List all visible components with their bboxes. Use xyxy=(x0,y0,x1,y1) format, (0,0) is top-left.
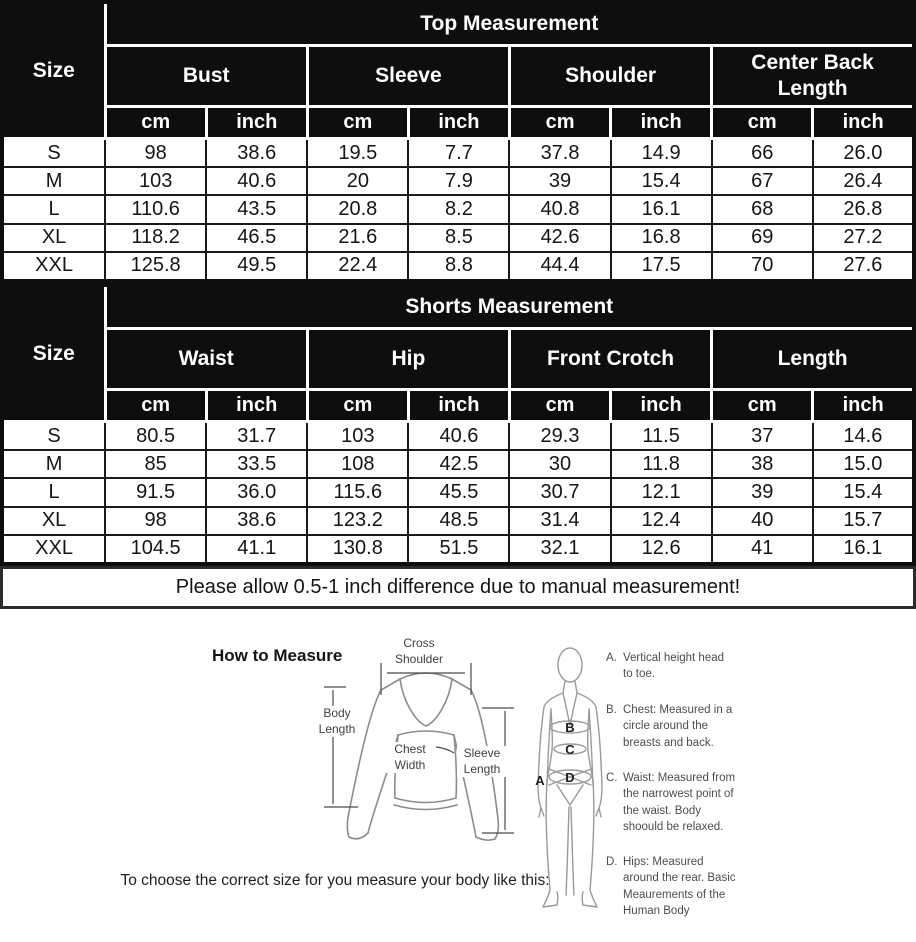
value-cell: 38.6 xyxy=(206,507,307,535)
value-cell: 26.0 xyxy=(813,139,914,168)
top-measurement-table xyxy=(0,0,916,283)
unit-header: cm xyxy=(105,390,206,422)
value-cell: 16.1 xyxy=(813,535,914,564)
value-cell: 67 xyxy=(712,167,813,195)
value-cell: 7.9 xyxy=(408,167,509,195)
value-cell: 68 xyxy=(712,195,813,223)
marker-a: A xyxy=(535,773,545,788)
value-cell: 46.5 xyxy=(206,224,307,252)
table-row xyxy=(2,224,914,252)
value-cell: 7.7 xyxy=(408,139,509,168)
value-cell: 14.6 xyxy=(813,422,914,451)
shorts-measurement-table xyxy=(0,283,916,566)
value-cell: 37 xyxy=(712,422,813,451)
value-cell: 44.4 xyxy=(509,252,610,281)
unit-header: inch xyxy=(408,390,509,422)
value-cell: 108 xyxy=(307,450,408,478)
unit-header: inch xyxy=(611,107,712,139)
value-cell: 11.5 xyxy=(611,422,712,451)
value-cell: 36.0 xyxy=(206,478,307,506)
value-cell: 118.2 xyxy=(105,224,206,252)
value-cell: 26.8 xyxy=(813,195,914,223)
value-cell: 49.5 xyxy=(206,252,307,281)
how-to-measure-section xyxy=(0,612,916,942)
value-cell: 98 xyxy=(105,139,206,168)
value-cell: 16.8 xyxy=(611,224,712,252)
unit-header: cm xyxy=(509,107,610,139)
value-cell: 85 xyxy=(105,450,206,478)
value-cell: 22.4 xyxy=(307,252,408,281)
measurement-note xyxy=(0,566,916,609)
value-cell: 26.4 xyxy=(813,167,914,195)
measure-footer-text: To choose the correct size for you measure your body like this: xyxy=(120,872,550,889)
value-cell: 103 xyxy=(105,167,206,195)
table-row xyxy=(2,195,914,223)
instruction-c xyxy=(606,770,736,835)
value-cell: 51.5 xyxy=(408,535,509,564)
value-cell: 37.8 xyxy=(509,139,610,168)
value-cell: 69 xyxy=(712,224,813,252)
value-cell: 12.6 xyxy=(611,535,712,564)
unit-header: inch xyxy=(408,107,509,139)
value-cell: 12.4 xyxy=(611,507,712,535)
value-cell: 123.2 xyxy=(307,507,408,535)
value-cell: 91.5 xyxy=(105,478,206,506)
value-cell: 33.5 xyxy=(206,450,307,478)
value-cell: 8.2 xyxy=(408,195,509,223)
value-cell: 115.6 xyxy=(307,478,408,506)
instruction-d xyxy=(606,854,736,919)
column-group-header-waist: Waist xyxy=(105,329,307,390)
instruction-b xyxy=(606,702,736,751)
unit-header: cm xyxy=(105,107,206,139)
value-cell: 29.3 xyxy=(509,422,610,451)
value-cell: 32.1 xyxy=(509,535,610,564)
column-group-header-sleeve: Sleeve xyxy=(307,46,509,107)
top-size-header: Size xyxy=(2,2,105,139)
value-cell: 15.7 xyxy=(813,507,914,535)
value-cell: 48.5 xyxy=(408,507,509,535)
cross-shoulder-label: Cross Shoulder xyxy=(384,636,454,667)
table-row xyxy=(2,535,914,564)
table-row xyxy=(2,167,914,195)
column-group-header-bust: Bust xyxy=(105,46,307,107)
size-cell: XL xyxy=(2,224,105,252)
body-length-label: Body Length xyxy=(314,706,360,737)
value-cell: 66 xyxy=(712,139,813,168)
value-cell: 14.9 xyxy=(611,139,712,168)
instruction-c-text: Waist: Measured from the narrowest point of the waist. Body shoould be relaxed. xyxy=(623,772,736,833)
unit-header: inch xyxy=(813,107,914,139)
value-cell: 15.4 xyxy=(813,478,914,506)
table-row xyxy=(2,422,914,451)
value-cell: 40 xyxy=(712,507,813,535)
value-cell: 17.5 xyxy=(611,252,712,281)
how-to-measure-title: How to Measure xyxy=(212,646,343,665)
unit-header: inch xyxy=(813,390,914,422)
value-cell: 30.7 xyxy=(509,478,610,506)
column-group-header-hip: Hip xyxy=(307,329,509,390)
unit-header: inch xyxy=(206,390,307,422)
instruction-b-text: Chest: Measured in a circle around the breasts and back. xyxy=(623,704,733,749)
value-cell: 38 xyxy=(712,450,813,478)
column-group-header-center-back-length: Center Back Length xyxy=(712,46,914,107)
value-cell: 104.5 xyxy=(105,535,206,564)
instruction-a-text: Vertical height head to toe. xyxy=(623,652,725,681)
value-cell: 110.6 xyxy=(105,195,206,223)
instruction-d-label: D. xyxy=(606,856,618,868)
unit-header: inch xyxy=(206,107,307,139)
value-cell: 103 xyxy=(307,422,408,451)
value-cell: 43.5 xyxy=(206,195,307,223)
instruction-d-text: Hips: Measured around the rear. Basic Meaurements of the Human Body xyxy=(623,856,736,917)
value-cell: 98 xyxy=(105,507,206,535)
table-row xyxy=(2,478,914,506)
value-cell: 80.5 xyxy=(105,422,206,451)
size-cell: M xyxy=(2,167,105,195)
measurement-note-text: Please allow 0.5-1 inch difference due to manual measurement! xyxy=(175,576,741,598)
shorts-size-header: Size xyxy=(2,285,105,422)
instruction-b-label: B. xyxy=(606,704,617,716)
value-cell: 15.0 xyxy=(813,450,914,478)
size-cell: S xyxy=(2,139,105,168)
column-group-header-length: Length xyxy=(712,329,914,390)
value-cell: 41.1 xyxy=(206,535,307,564)
marker-d: D xyxy=(565,770,575,785)
unit-header: cm xyxy=(307,107,408,139)
value-cell: 20.8 xyxy=(307,195,408,223)
value-cell: 40.6 xyxy=(408,422,509,451)
size-cell: XL xyxy=(2,507,105,535)
value-cell: 27.6 xyxy=(813,252,914,281)
size-cell: XXL xyxy=(2,535,105,564)
size-cell: XXL xyxy=(2,252,105,281)
value-cell: 40.6 xyxy=(206,167,307,195)
value-cell: 42.5 xyxy=(408,450,509,478)
value-cell: 42.6 xyxy=(509,224,610,252)
value-cell: 11.8 xyxy=(611,450,712,478)
value-cell: 45.5 xyxy=(408,478,509,506)
table-row xyxy=(2,450,914,478)
value-cell: 41 xyxy=(712,535,813,564)
size-cell: M xyxy=(2,450,105,478)
marker-c: C xyxy=(565,742,575,757)
value-cell: 21.6 xyxy=(307,224,408,252)
value-cell: 27.2 xyxy=(813,224,914,252)
shorts-table-title: Shorts Measurement xyxy=(105,285,914,329)
value-cell: 39 xyxy=(509,167,610,195)
value-cell: 8.5 xyxy=(408,224,509,252)
size-cell: L xyxy=(2,478,105,506)
column-group-header-shoulder: Shoulder xyxy=(509,46,711,107)
table-row xyxy=(2,139,914,168)
size-cell: L xyxy=(2,195,105,223)
value-cell: 70 xyxy=(712,252,813,281)
value-cell: 30 xyxy=(509,450,610,478)
size-cell: S xyxy=(2,422,105,451)
value-cell: 125.8 xyxy=(105,252,206,281)
unit-header: cm xyxy=(712,390,813,422)
value-cell: 19.5 xyxy=(307,139,408,168)
instruction-a xyxy=(606,650,736,683)
value-cell: 31.7 xyxy=(206,422,307,451)
unit-header: inch xyxy=(611,390,712,422)
marker-b: B xyxy=(565,720,575,735)
unit-header: cm xyxy=(307,390,408,422)
column-group-header-front-crotch: Front Crotch xyxy=(509,329,711,390)
value-cell: 39 xyxy=(712,478,813,506)
value-cell: 15.4 xyxy=(611,167,712,195)
table-row xyxy=(2,252,914,281)
value-cell: 8.8 xyxy=(408,252,509,281)
value-cell: 20 xyxy=(307,167,408,195)
instruction-a-label: A. xyxy=(606,652,617,664)
unit-header: cm xyxy=(509,390,610,422)
value-cell: 40.8 xyxy=(509,195,610,223)
table-row xyxy=(2,507,914,535)
value-cell: 38.6 xyxy=(206,139,307,168)
value-cell: 16.1 xyxy=(611,195,712,223)
value-cell: 12.1 xyxy=(611,478,712,506)
instruction-c-label: C. xyxy=(606,772,618,784)
value-cell: 130.8 xyxy=(307,535,408,564)
value-cell: 31.4 xyxy=(509,507,610,535)
unit-header: cm xyxy=(712,107,813,139)
sleeve-length-label: Sleeve Length xyxy=(457,746,507,777)
chest-width-label: Chest Width xyxy=(385,742,435,773)
top-table-title: Top Measurement xyxy=(105,2,914,46)
